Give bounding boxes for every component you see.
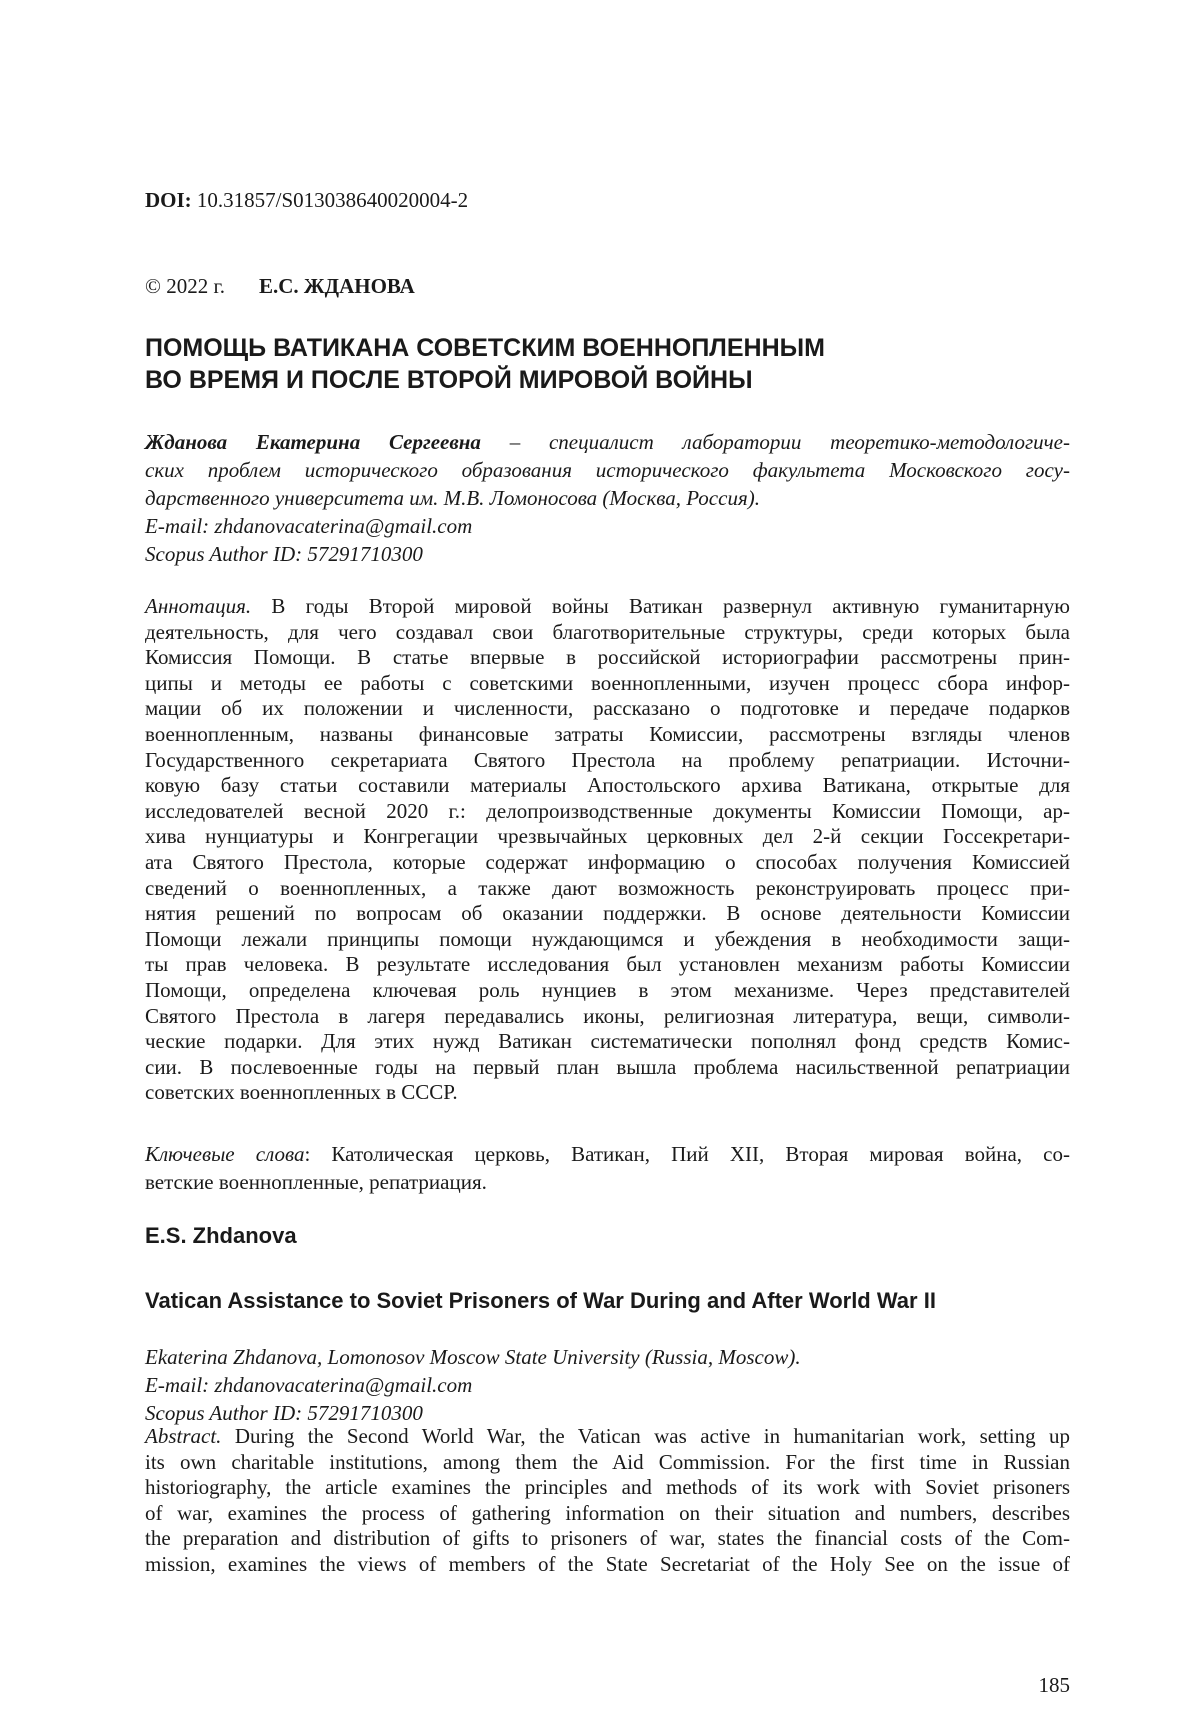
abstract-ru-line: Помощи, определена ключевая роль нунциев в этом механизме. Через представителей	[145, 977, 1070, 1002]
author-affiliation-en: Ekaterina Zhdanova, Lomonosov Moscow State University (Russia, Moscow).	[145, 1345, 801, 1369]
abstract-ru-line: Государственного секретариата Святого Престола на проблему репатриации. Источни-	[145, 747, 1070, 772]
copyright-year: © 2022 г.	[145, 274, 225, 298]
title-ru-line-1: ПОМОЩЬ ВАТИКАНА СОВЕТСКИМ ВОЕННОПЛЕННЫМ	[145, 334, 825, 362]
author-info-ru-line-1	[145, 428, 1070, 456]
abstract-ru-line: сведений о военнопленных, а также дают возможность реконструировать процесс при-	[145, 875, 1070, 900]
doi-line	[145, 186, 468, 214]
author-en-heading: E.S. Zhdanova	[145, 1223, 297, 1248]
abstract-en-label: Abstract.	[145, 1424, 222, 1448]
author-position-ru: – специалист лаборатории теоретико-методологиче-	[480, 430, 1070, 454]
author-info-ru-line-2: ских проблем исторического образования исторического факультета Московского госу-	[145, 458, 1070, 482]
doi-value[interactable]: 10.31857/S013038640020004-2	[196, 188, 469, 212]
abstract-en-line: mission, examines the views of members of the State Secretariat of the Holy See on the issue of	[145, 1551, 1070, 1576]
journal-page	[145, 0, 1070, 1719]
author-info-ru-line-3: дарственного университета им. М.В. Ломоносова (Москва, Россия).	[145, 486, 760, 510]
abstract-en-line: of war, examines the process of gathering information on their situation and numbers, describes	[145, 1500, 1070, 1525]
abstract-ru-line: мации об их положении и численности, рассказано о подготовке и передаче подарков	[145, 696, 1070, 721]
abstract-ru-line: советских военнопленных в СССР.	[145, 1080, 458, 1105]
abstract-ru-line: Аннотация. В годы Второй мировой войны Ватикан развернул активную гуманитарную	[145, 594, 1070, 618]
abstract-ru-label: Аннотация.	[145, 594, 252, 618]
abstract-ru-line: Комиссия Помощи. В статье впервые в российской историографии рассмотрены прин-	[145, 645, 1070, 670]
page-number: 185	[1038, 1673, 1070, 1697]
abstract-ru-line: нятия решений по вопросам об оказании поддержки. В основе деятельности Комиссии	[145, 901, 1070, 926]
title-ru-line-2: ВО ВРЕМЯ И ПОСЛЕ ВТОРОЙ МИРОВОЙ ВОЙНЫ	[145, 366, 753, 394]
abstract-ru-line: ципы и методы ее работы с советскими военнопленными, изучен процесс сбора инфор-	[145, 670, 1070, 695]
abstract-ru-line: военнопленным, названы финансовые затраты Комиссии, рассмотрены взгляды членов	[145, 721, 1070, 746]
abstract-ru-line: Святого Престола в лагеря передавались иконы, религиозная литература, вещи, символи-	[145, 1003, 1070, 1028]
abstract-en-line: its own charitable institutions, among them the Aid Commission. For the first time in Russian	[145, 1449, 1070, 1474]
keywords-ru	[145, 1140, 1070, 1196]
author-info-ru	[145, 428, 1070, 568]
keywords-ru-line-1: Ключевые слова: Католическая церковь, Ватикан, Пий XII, Вторая мировая война, со-	[145, 1142, 1070, 1166]
abstract-en-line: Abstract. During the Second World War, the Vatican was active in humanitarian work, setting up	[145, 1424, 1070, 1448]
abstract-ru-line: Помощи лежали принципы помощи нуждающимся и убеждения в необходимости защи-	[145, 926, 1070, 951]
abstract-ru-line: ты прав человека. В результате исследования был установлен механизм работы Комиссии	[145, 952, 1070, 977]
author-full-name-ru: Жданова Екатерина Сергеевна	[145, 430, 481, 454]
copyright-line	[145, 272, 415, 300]
author-email-ru[interactable]: E-mail: zhdanovacaterina@gmail.com	[145, 514, 473, 538]
abstract-ru-line: деятельность, для чего создавал свои благотворительные структуры, среди которых была	[145, 619, 1070, 644]
abstract-ru-line: исследователей весной 2020 г.: делопроизводственные документы Комиссии Помощи, ар-	[145, 798, 1070, 823]
author-ru-header: Е.С. ЖДАНОВА	[258, 274, 415, 298]
abstract-en	[145, 1424, 1070, 1578]
author-scopus-en: Scopus Author ID: 57291710300	[145, 1401, 423, 1425]
keywords-ru-label: Ключевые слова	[145, 1142, 305, 1166]
keywords-ru-line-2: ветские военнопленные, репатриация.	[145, 1170, 487, 1194]
author-info-en	[145, 1343, 801, 1427]
article-title-en: Vatican Assistance to Soviet Prisoners of War During and After World War II	[145, 1288, 936, 1313]
author-email-en[interactable]: E-mail: zhdanovacaterina@gmail.com	[145, 1373, 473, 1397]
abstract-en-line: historiography, the article examines the principles and methods of its work with Soviet prisoners	[145, 1475, 1070, 1500]
author-scopus-ru: Scopus Author ID: 57291710300	[145, 542, 423, 566]
abstract-ru	[145, 594, 1070, 1106]
article-title-ru	[145, 332, 1070, 396]
abstract-ru-line: ата Святого Престола, которые содержат информацию о способах получения Комиссией	[145, 849, 1070, 874]
abstract-ru-line: ческие подарки. Для этих нужд Ватикан систематически пополнял фонд средств Комис-	[145, 1029, 1070, 1054]
abstract-ru-line: хива нунциатуры и Конгрегации чрезвычайных церковных дел 2-й секции Госсекретари-	[145, 824, 1070, 849]
doi-label: DOI:	[145, 188, 192, 212]
abstract-en-line: the preparation and distribution of gifts to prisoners of war, states the financial costs of the Com-	[145, 1526, 1070, 1551]
abstract-ru-line: ковую базу статьи составили материалы Апостольского архива Ватикана, открытые для	[145, 773, 1070, 798]
abstract-ru-line: сии. В послевоенные годы на первый план вышла проблема насильственной репатриации	[145, 1054, 1070, 1079]
